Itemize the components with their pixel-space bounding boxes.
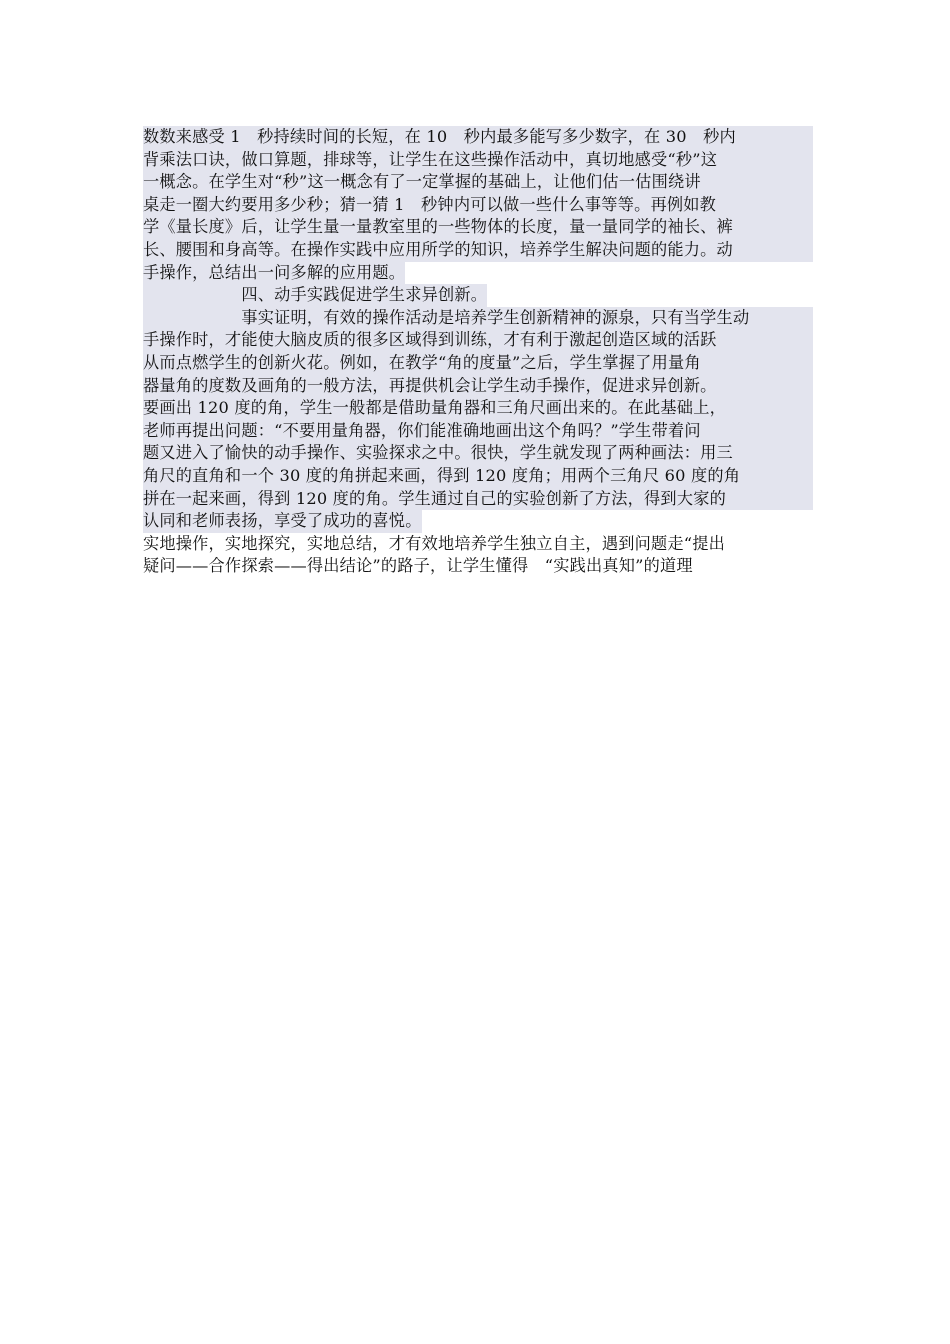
highlighted-text: 拼在一起来画，得到 120 度的角。学生通过自己的实验创新了方法，得到大家的: [143, 488, 813, 511]
highlighted-text: 背乘法口诀，做口算题，排球等，让学生在这些操作活动中，真切地感受“秒”这: [143, 149, 813, 172]
highlighted-text: 数数来感受 1 秒持续时间的长短，在 10 秒内最多能写多少数字，在 30 秒内: [143, 126, 813, 149]
heading-text: 四、动手实践促进学生求异创新。: [143, 284, 487, 307]
highlighted-text: 事实证明，有效的操作活动是培养学生创新精神的源泉，只有当学生动: [143, 307, 813, 330]
text-line: [143, 397, 813, 420]
plain-text: 疑问——合作探索——得出结论”的路子，让学生懂得 “实践出真知”的道理: [143, 556, 693, 576]
highlighted-text: 一概念。在学生对“秒”这一概念有了一定掌握的基础上，让他们估一估围绕讲: [143, 171, 813, 194]
highlighted-text: 手操作，总结出一问多解的应用题。: [143, 262, 405, 285]
highlighted-text: 学《量长度》后，让学生量一量教室里的一些物体的长度，量一量同学的袖长、裤: [143, 216, 813, 239]
text-line: [143, 465, 813, 488]
highlighted-text: 桌走一圈大约要用多少秒；猜一猜 1 秒钟内可以做一些什么事等等。再例如教: [143, 194, 813, 217]
text-line: [143, 555, 813, 578]
text-line: [143, 307, 813, 330]
highlighted-text: 题又进入了愉快的动手操作、实验探求之中。很快，学生就发现了两种画法：用三: [143, 442, 813, 465]
highlighted-text: 从而点燃学生的创新火花。例如，在教学“角的度量”之后，学生掌握了用量角: [143, 352, 813, 375]
body-text: [143, 126, 813, 578]
text-line: [143, 194, 813, 217]
plain-text: 实地操作，实地探究，实地总结，才有效地培养学生独立自主，遇到问题走“提出: [143, 533, 726, 553]
highlighted-text: 手操作时，才能使大脑皮质的很多区域得到训练，才有利于激起创造区域的活跃: [143, 329, 813, 352]
highlighted-text: 长、腰围和身高等。在操作实践中应用所学的知识，培养学生解决问题的能力。动: [143, 239, 813, 262]
highlighted-text: 角尺的直角和一个 30 度的角拼起来画，得到 120 度角；用两个三角尺 60 度的角: [143, 465, 813, 488]
highlighted-text: 器量角的度数及画角的一般方法，再提供机会让学生动手操作，促进求异创新。: [143, 375, 813, 398]
text-line: [143, 329, 813, 352]
section-heading: [143, 284, 813, 307]
text-line: [143, 216, 813, 239]
text-line: [143, 510, 813, 533]
text-line: [143, 149, 813, 172]
text-line: [143, 420, 813, 443]
text-line: [143, 375, 813, 398]
highlighted-text: 老师再提出问题：“不要用量角器，你们能准确地画出这个角吗？”学生带着问: [143, 420, 813, 443]
text-line: [143, 262, 813, 285]
text-line: [143, 533, 813, 556]
text-line: [143, 442, 813, 465]
text-line: [143, 239, 813, 262]
highlighted-text: 要画出 120 度的角，学生一般都是借助量角器和三角尺画出来的。在此基础上，: [143, 397, 813, 420]
highlighted-text: 认同和老师表扬，享受了成功的喜悦。: [143, 510, 422, 533]
text-line: [143, 488, 813, 511]
text-line: [143, 126, 813, 149]
text-line: [143, 352, 813, 375]
text-line: [143, 171, 813, 194]
